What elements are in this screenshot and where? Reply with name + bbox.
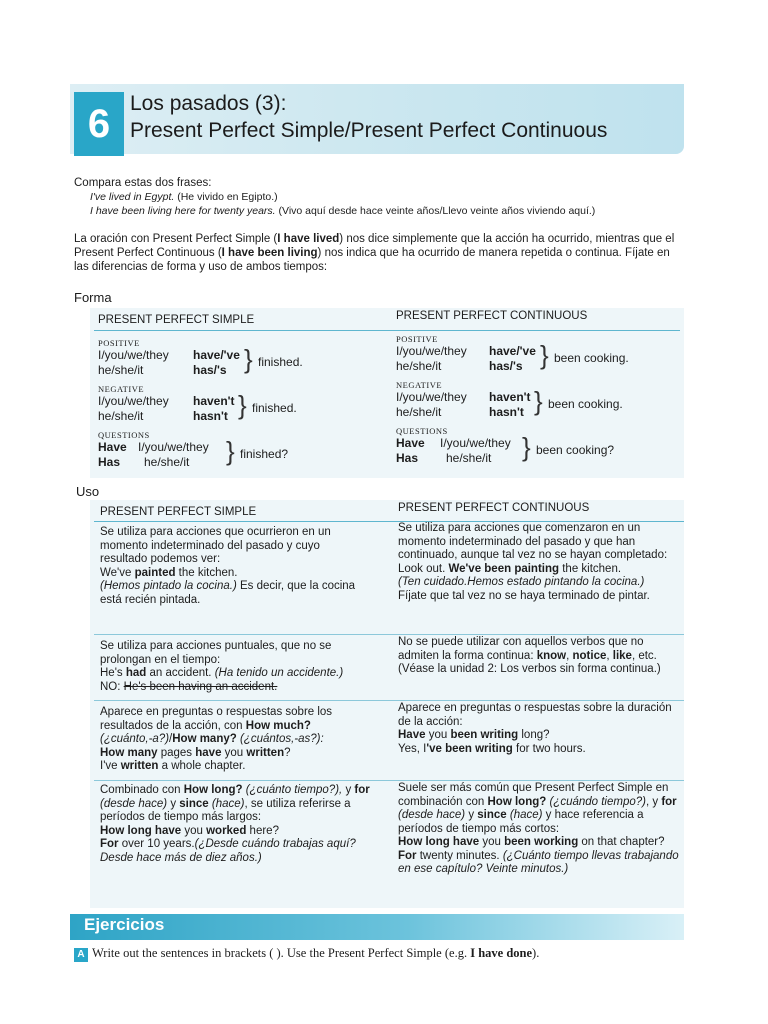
forma-cont-havent: haven't	[489, 390, 531, 404]
text: y	[345, 784, 355, 796]
keyword: How many?	[172, 733, 237, 745]
text: the kitchen.	[559, 562, 622, 575]
text: here?	[246, 824, 279, 837]
text: y	[465, 809, 478, 821]
forma-table	[90, 308, 684, 478]
para-bold-2: I have been living	[221, 247, 318, 259]
intro	[74, 176, 684, 218]
brace-icon: }	[238, 390, 247, 420]
forma-cont-q-has: Has	[396, 451, 419, 465]
instruction-end: ).	[532, 946, 540, 960]
forma-simple-neg-subj1: I/you/we/they	[98, 394, 169, 408]
uso-r1-continuous	[398, 522, 682, 603]
exercise-a-badge: A	[74, 948, 88, 962]
forma-cont-questions: QUESTIONS	[396, 426, 448, 436]
verb: had	[125, 667, 147, 679]
text: you	[425, 729, 451, 741]
unit-number-badge: 6	[74, 92, 124, 156]
text: Yes, I	[398, 742, 427, 755]
uso-row-rule	[94, 700, 684, 701]
page	[70, 84, 688, 984]
keyword: For	[100, 838, 119, 850]
forma-simple-finished-1: finished.	[258, 355, 303, 369]
forma-cont-been-cooking-1: been cooking.	[554, 351, 629, 365]
uso-r2-cont-ref: (Véase la unidad 2: Los verbos sin forma continua.)	[398, 663, 661, 675]
text: y hace referencia a períodos de tiempo más cortos:	[398, 809, 644, 835]
para-text-2: ) nos dice simplemente que la acción ha ocurrido, mientras que el Present Perfect Continuous (	[74, 233, 675, 259]
uso-r3-simple-desc-2	[100, 733, 372, 747]
forma-cont-negative: NEGATIVE	[396, 380, 443, 390]
keyword: for	[661, 795, 677, 808]
text: you	[181, 824, 207, 837]
brace-icon: }	[226, 436, 235, 466]
text: twenty minutes.	[416, 849, 503, 862]
verb: notice	[572, 649, 607, 662]
forma-simple-have: have/'ve	[193, 348, 240, 362]
forma-simple-havent: haven't	[193, 394, 235, 408]
translation: (hace)	[208, 797, 245, 810]
text: pages	[157, 746, 196, 759]
unit-title	[130, 90, 607, 144]
keyword: since	[477, 809, 507, 821]
uso-row-rule	[94, 780, 684, 781]
forma-cont-q-have: Have	[396, 436, 425, 450]
brace-icon: }	[534, 386, 543, 416]
translation: (desde hace)	[398, 809, 466, 821]
uso-r4-cont-example	[398, 836, 682, 877]
forma-simple-q-subj2: he/she/it	[144, 455, 190, 469]
uso-r4-simple-desc	[100, 784, 372, 825]
forma-simple-has: has/'s	[193, 363, 227, 377]
uso-r1-cont-desc: Se utiliza para acciones que comenzaron en un momento indeterminado del pasado y que han continuado, aunque tal vez no se hayan completado:	[398, 522, 668, 561]
text: long?	[518, 729, 550, 741]
uso-simple-head: PRESENT PERFECT SIMPLE	[100, 506, 257, 518]
para-bold-1: I have lived	[277, 233, 340, 245]
forma-cont-q-subj2: he/she/it	[446, 451, 492, 465]
text: for two hours.	[512, 742, 586, 755]
keyword: For	[398, 849, 417, 862]
forma-simple-head: PRESENT PERFECT SIMPLE	[98, 314, 255, 326]
translation: (Hemos pintado la cocina.)	[100, 580, 237, 592]
keyword: How long?	[487, 795, 547, 808]
uso-r2-simple-example	[100, 667, 370, 681]
forma-simple-pos-subj2: he/she/it	[98, 363, 144, 377]
uso-row-rule	[94, 634, 684, 635]
para-text-3: ) nos indica que ha ocurrido de manera repetida o continua. Fíjate en las diferencias de forma y uso de ambos tiempos:	[74, 247, 670, 273]
translation: (¿cuánto,-a?)	[100, 733, 170, 745]
verb: like	[612, 649, 632, 662]
text: y	[167, 797, 180, 810]
text: over 10 years.	[118, 838, 195, 850]
text: you	[479, 836, 505, 848]
para-text-1: La oración con Present Perfect Simple (	[74, 233, 278, 245]
uso-r1-simple	[100, 526, 370, 607]
translation: (¿cuántos,-as?):	[236, 733, 324, 745]
uso-r4-continuous	[398, 782, 682, 877]
translation: (desde hace)	[100, 797, 168, 810]
struck-example: He's been having an accident.	[123, 680, 278, 693]
intro-lead: Compara estas dos frases:	[74, 177, 212, 189]
forma-simple-pos-subj1: I/you/we/they	[98, 348, 169, 362]
text: ,	[606, 649, 613, 662]
text: NO:	[100, 680, 124, 693]
uso-r4-simple-example-2	[100, 838, 372, 865]
forma-simple-q-have: Have	[98, 440, 127, 454]
uso-r3-cont-example-2	[398, 743, 682, 757]
ejercicios-bar	[70, 914, 684, 940]
text: ,	[566, 649, 573, 662]
translation: (¿cuándo tiempo?)	[546, 795, 646, 808]
uso-r1-simple-desc: Se utiliza para acciones que ocurrieron en un momento indeterminado del pasado y cuyo resultado podemos ver:	[100, 526, 331, 565]
forma-simple-finished-q: finished?	[240, 447, 289, 461]
title-line-2: Present Perfect Simple/Present Perfect Continuous	[130, 119, 608, 142]
verb: been writing	[450, 729, 519, 741]
verb: Have	[398, 729, 426, 741]
forma-simple-hasnt: hasn't	[193, 409, 228, 423]
forma-simple-negative: NEGATIVE	[98, 384, 145, 394]
verb: have	[195, 746, 222, 759]
uso-r1-cont-example	[398, 563, 682, 577]
keyword: How many	[100, 746, 158, 759]
keyword: since	[179, 797, 209, 810]
intro-example-1	[74, 190, 684, 204]
verb: been working	[504, 836, 579, 848]
uso-r4-simple	[100, 784, 372, 865]
uso-r1-cont-note: Fíjate que tal vez no se haya terminado de pintar.	[398, 589, 650, 602]
example-1-en: I've lived in Egypt.	[90, 191, 175, 203]
forma-simple-positive: POSITIVE	[98, 338, 140, 348]
keyword: for	[354, 784, 370, 796]
text: you	[221, 746, 247, 759]
unit-header	[70, 84, 684, 154]
text: No se puede utilizar con aquellos verbos que no admiten la forma continua:	[398, 636, 644, 662]
uso-r1-simple-example	[100, 567, 370, 581]
forma-cont-has: has/'s	[489, 359, 523, 373]
instruction-text: Write out the sentences in brackets ( ). Use the Present Perfect Simple (e.g.	[92, 946, 471, 960]
text: ?	[284, 746, 291, 759]
forma-cont-been-cooking-2: been cooking.	[548, 397, 623, 411]
text: , y	[645, 795, 662, 808]
translation: (hace)	[506, 809, 543, 821]
forma-cont-neg-subj2: he/she/it	[396, 405, 442, 419]
intro-example-2	[74, 204, 684, 218]
keyword: How long?	[183, 784, 243, 796]
instruction-bold: I have done	[470, 946, 533, 960]
uso-r1-simple-translation	[100, 580, 370, 607]
uso-continuous-head: PRESENT PERFECT CONTINUOUS	[398, 502, 590, 514]
text: Aparece en preguntas o respuestas sobre los resultados de la acción, con	[100, 706, 333, 732]
ejercicios-title: Ejercicios	[84, 915, 165, 934]
text: Combinado con	[100, 784, 184, 796]
verb: 've been writing	[426, 742, 513, 755]
keyword: How long have	[398, 836, 480, 848]
intro-paragraph	[74, 232, 684, 274]
verb: painted	[134, 566, 176, 579]
text: the kitchen.	[175, 566, 238, 579]
uso-r2-simple	[100, 640, 370, 694]
text: Es decir, que la cocina está recién pintada.	[100, 580, 356, 606]
translation: (¿Desde cuándo trabajas aquí? Desde hace más de diez años.)	[100, 838, 356, 864]
uso-label: Uso	[76, 484, 100, 499]
text: an accident.	[146, 667, 215, 679]
uso-r3-simple-example-1	[100, 747, 372, 761]
example-2-en: I have been living here for twenty years.	[90, 205, 276, 217]
forma-simple-q-subj1: I/you/we/they	[138, 440, 209, 454]
uso-r2-simple-wrong	[100, 681, 370, 695]
text: Look out.	[398, 562, 449, 575]
translation: (Ha tenido un accidente.)	[214, 667, 344, 679]
forma-continuous-head: PRESENT PERFECT CONTINUOUS	[396, 310, 588, 322]
forma-simple-q-has: Has	[98, 455, 121, 469]
title-line-1: Los pasados (3):	[130, 92, 287, 115]
uso-r3-cont-desc: Aparece en preguntas o respuestas sobre la duración de la acción:	[398, 702, 672, 728]
text: Suele ser más común que Present Perfect Simple en combinación con	[398, 782, 669, 808]
text: a whole chapter.	[158, 760, 246, 772]
translation: (¿cuánto tiempo?),	[242, 784, 343, 796]
forma-cont-q-subj1: I/you/we/they	[440, 436, 511, 450]
translation: (¿Cuánto tiempo llevas trabajando en ese capítulo? Veinte minutos.)	[398, 849, 679, 875]
uso-r3-continuous	[398, 702, 682, 756]
example-1-es: (He vivido en Egipto.)	[174, 191, 278, 203]
forma-cont-been-cooking-q: been cooking?	[536, 443, 615, 457]
verb: worked	[206, 824, 247, 837]
forma-cont-hasnt: hasn't	[489, 405, 524, 419]
verb: know	[536, 649, 567, 662]
keyword: How much?	[245, 719, 311, 732]
uso-r1-cont-translation	[398, 576, 682, 590]
text: , etc.	[631, 649, 657, 662]
uso-r3-simple	[100, 706, 372, 774]
brace-icon: }	[522, 432, 531, 462]
uso-r3-simple-desc	[100, 706, 372, 733]
uso-r3-cont-example-1	[398, 729, 682, 743]
uso-r2-cont-desc	[398, 636, 682, 663]
brace-icon: }	[244, 344, 253, 374]
verb: written	[246, 746, 285, 759]
uso-r4-simple-example-1	[100, 825, 372, 839]
forma-cont-positive: POSITIVE	[396, 334, 438, 344]
uso-r4-cont-desc	[398, 782, 682, 836]
text: He's	[100, 667, 126, 679]
text: , se utiliza referirse a períodos de tiempo más largos:	[100, 797, 351, 823]
forma-simple-neg-subj2: he/she/it	[98, 409, 144, 423]
example-2-es: (Vivo aquí desde hace veinte años/Llevo veinte años viviendo aquí.)	[275, 205, 596, 217]
uso-r2-continuous	[398, 636, 682, 677]
forma-simple-questions: QUESTIONS	[98, 430, 150, 440]
text: on that chapter?	[578, 836, 665, 848]
brace-icon: }	[540, 340, 549, 370]
forma-header-rule	[94, 330, 680, 331]
uso-r2-simple-desc: Se utiliza para acciones puntuales, que no se prolongan en el tiempo:	[100, 640, 332, 666]
text: /	[169, 733, 173, 745]
forma-cont-neg-subj1: I/you/we/they	[396, 390, 467, 404]
forma-label: Forma	[74, 290, 112, 305]
forma-cont-pos-subj2: he/she/it	[396, 359, 442, 373]
uso-r3-simple-example-2	[100, 760, 372, 774]
keyword: How long have	[100, 824, 182, 837]
text: We've	[100, 566, 135, 579]
text: I've	[100, 760, 121, 772]
forma-simple-finished-2: finished.	[252, 401, 297, 415]
uso-table	[90, 500, 684, 908]
forma-cont-pos-subj1: I/you/we/they	[396, 344, 467, 358]
exercise-a-instruction	[74, 946, 539, 962]
verb: We've been painting	[448, 562, 560, 575]
translation: (Ten cuidado.Hemos estado pintando la cocina.)	[398, 576, 645, 588]
verb: written	[120, 760, 159, 772]
forma-cont-have: have/'ve	[489, 344, 536, 358]
